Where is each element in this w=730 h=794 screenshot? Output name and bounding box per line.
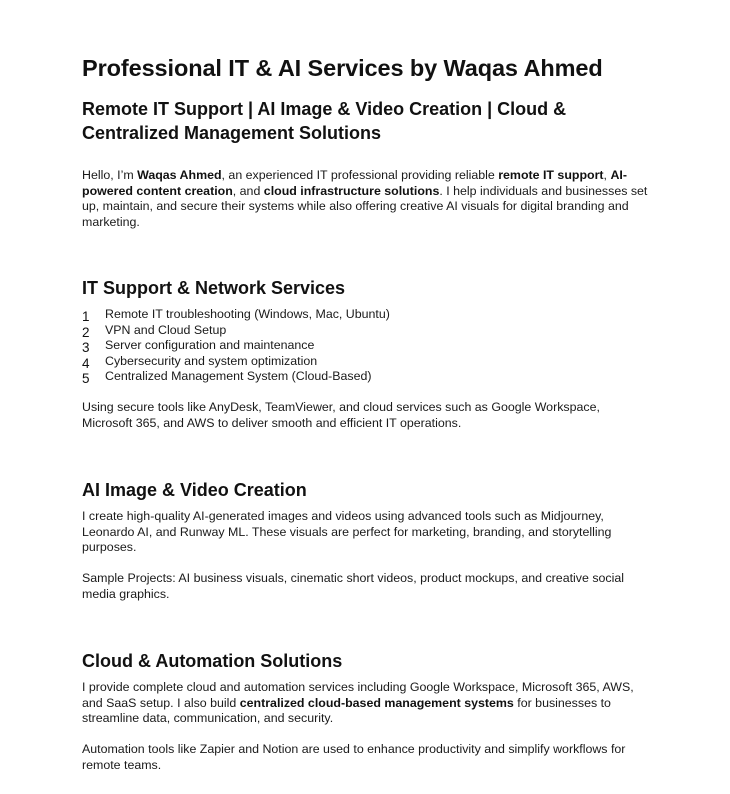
section-heading-it-support: IT Support & Network Services [82,278,346,298]
document-title: Professional IT & AI Services by Waqas Ahmed [82,55,603,81]
section-heading-cloud-automation: Cloud & Automation Solutions [82,651,343,671]
it-support-paragraph: Using secure tools like AnyDesk, TeamViewer, and cloud services such as Google Workspace, Microsoft 365, and AWS to deliver smooth and efficient IT operations. [82,400,600,430]
list-item-text: Remote IT troubleshooting (Windows, Mac, Ubuntu) [105,307,390,321]
list-item [82,323,390,339]
cloud-text: I provide complete cloud and automation services including Google Workspace, Microsoft 365, AWS, and SaaS setup. I also build [82,680,634,710]
list-item [82,307,390,323]
ai-creation-paragraph-2: Sample Projects: AI business visuals, cinematic short videos, product mockups, and creative social media graphics. [82,571,624,601]
intro-text: . I help individuals and businesses set up, maintain, and secure their systems while also offering creative AI visuals for digital branding and marketing. [82,183,648,229]
list-item-text: Server configuration and maintenance [105,338,315,353]
intro-text: , [603,168,611,182]
list-item-number: 1 [82,309,90,324]
cloud-text: for businesses to streamline data, communication, and security. [82,695,611,726]
list-item-number: 4 [82,355,90,371]
intro-bold-service: AI-powered content creation [82,168,627,198]
list-item [82,354,390,370]
intro-text: , an experienced IT professional providing reliable [221,168,499,182]
cloud-automation-paragraph-2: Automation tools like Zapier and Notion are used to enhance productivity and simplify workflows for remote teams. [82,742,626,772]
cloud-automation-paragraph-1 [82,680,652,727]
list-item-text: Centralized Management System (Cloud-Based) [105,369,372,384]
list-item-number: 3 [82,340,90,356]
it-services-list [82,307,390,385]
list-item-text: Cybersecurity and system optimization [105,353,318,368]
list-item [82,369,390,385]
document-subtitle: Remote IT Support | AI Image & Video Creation | Cloud & Centralized Management Solutions [82,99,567,143]
intro-bold-name: Waqas Ahmed [137,168,222,182]
section-heading-ai-creation: AI Image & Video Creation [82,480,307,500]
list-item [82,338,390,354]
list-item-number: 2 [82,324,90,340]
intro-bold-service: remote IT support [498,168,604,182]
cloud-bold-text: centralized cloud-based management systems [239,695,514,710]
list-item-text: VPN and Cloud Setup [105,322,227,337]
intro-text: , and [232,183,264,198]
ai-creation-paragraph-1: I create high-quality AI-generated images and videos using advanced tools such as Midjourney, Leonardo AI, and Runway ML. These visuals are perfect for marketing, branding, and storytelling purposes. [82,509,612,555]
intro-bold-service: cloud infrastructure solutions [263,183,440,198]
intro-text: Hello, I’m [82,168,138,182]
intro-paragraph [82,168,652,230]
list-item-number: 5 [82,371,90,387]
